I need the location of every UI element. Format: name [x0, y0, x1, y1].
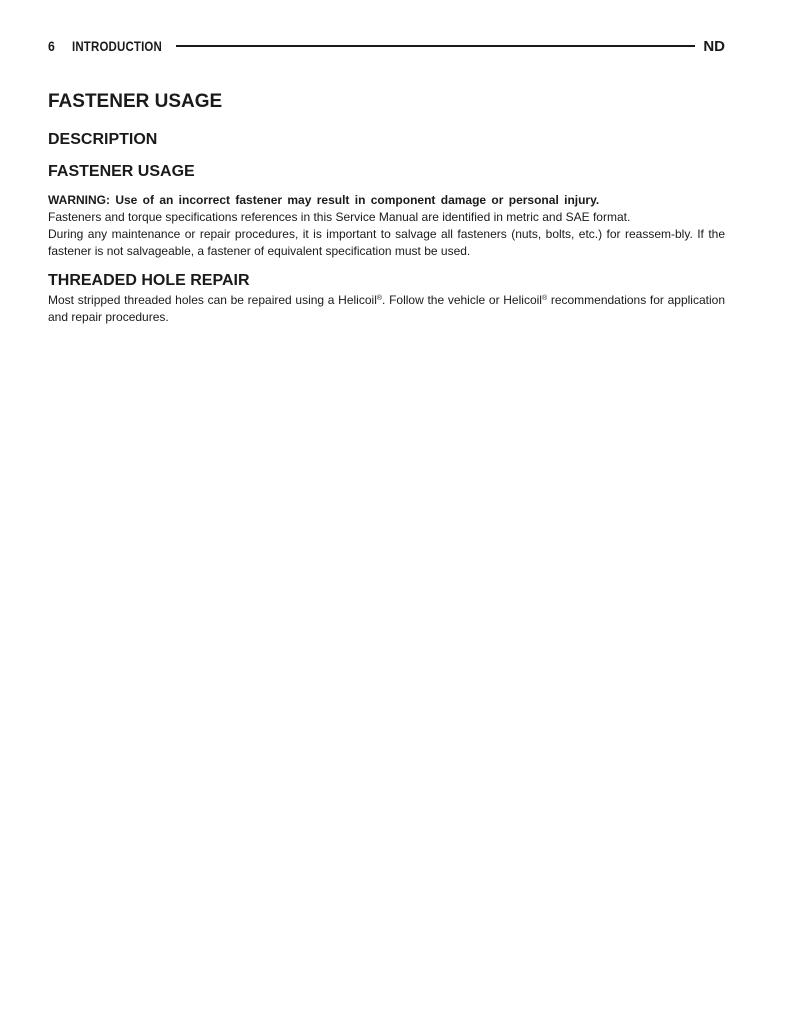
section-name: INTRODUCTION: [72, 38, 162, 54]
registered-mark-1: ®: [376, 295, 383, 302]
page-header: [48, 37, 725, 55]
page-number: 6: [48, 38, 56, 54]
registered-mark-2: ®: [541, 295, 548, 302]
helicoil-text-part1: Most stripped threaded holes can be repaired using a Helicoil: [48, 293, 377, 307]
description-heading: DESCRIPTION: [48, 131, 158, 148]
paragraph-salvage-fasteners: During any maintenance or repair procedures, it is important to salvage all fasteners (nuts, bolts, etc.) for reassem-bly. If the fastener is not salvageable, a fastener of equivalent specification must be used.: [48, 227, 725, 258]
threaded-hole-repair-heading: THREADED HOLE REPAIR: [48, 272, 250, 289]
paragraph-helicoil: [48, 292, 725, 326]
header-rule: [176, 45, 696, 47]
helicoil-text-part3: recommendations for application and repair procedures.: [48, 293, 725, 324]
page-content: [48, 88, 725, 326]
manual-code: ND: [703, 37, 725, 55]
warning-text: WARNING: Use of an incorrect fastener may result in component damage or personal injury.: [48, 193, 600, 207]
helicoil-text-part2: . Follow the vehicle or Helicoil: [382, 293, 542, 307]
fastener-usage-subheading: FASTENER USAGE: [48, 163, 195, 180]
page-title: FASTENER USAGE: [48, 91, 223, 112]
paragraph-fastener-specs: Fasteners and torque specifications references in this Service Manual are identified in metric and SAE format.: [48, 210, 631, 224]
